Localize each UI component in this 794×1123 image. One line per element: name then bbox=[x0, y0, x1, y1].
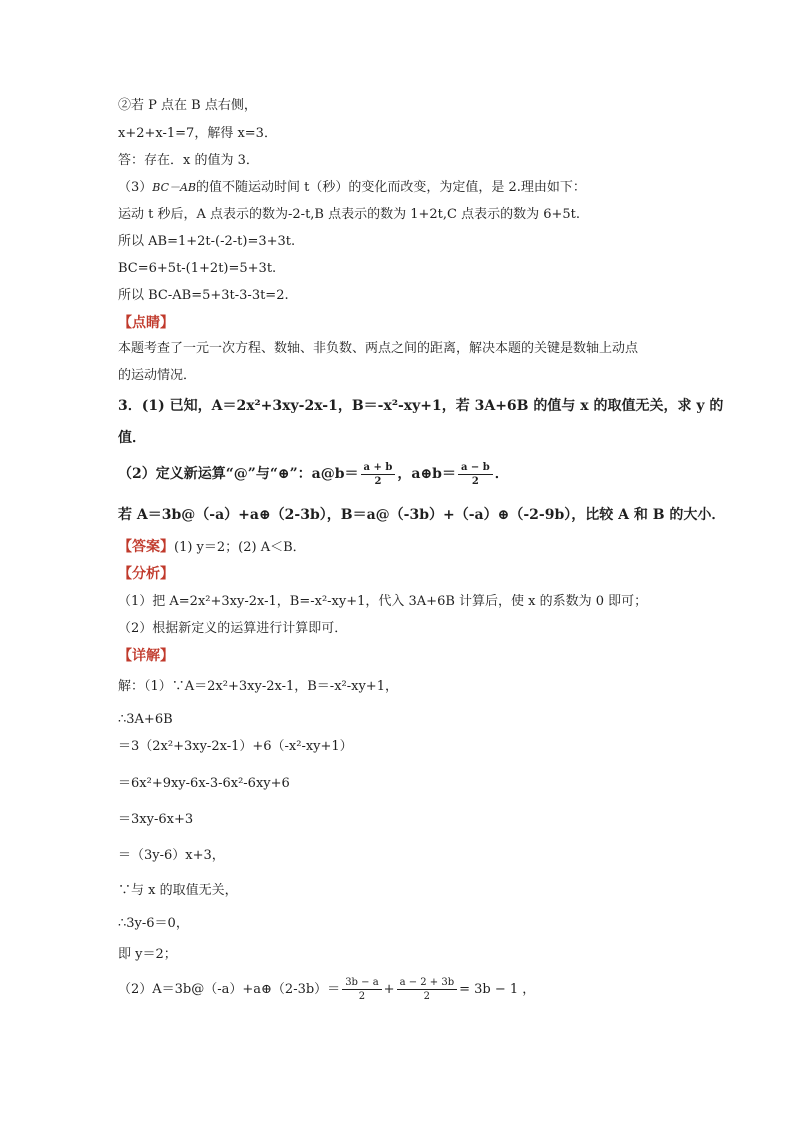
analysis-line-1: （1）把 A=2x²+3xy-2x-1，B=-x²-xy+1，代入 3A+6B 计算后，使 x 的系数为 0 即可； bbox=[118, 594, 648, 609]
solution-part-2-prefix: （2）A＝3b@（-a）+a⊕（2-3b）＝ bbox=[118, 982, 341, 997]
definition-end: ． bbox=[494, 466, 509, 482]
question-3-part-1: 3．(1) 已知，A＝2x²+3xy-2x-1，B＝-x²-xy+1，若 3A+6B 的值与 x 的取值无关，求 y 的 bbox=[118, 398, 724, 414]
definition-prefix: （2）定义新运算“@”与“⊕”：a@b＝ bbox=[118, 466, 359, 482]
solution-line-8: ∴3y-6＝0， bbox=[118, 916, 189, 931]
solution-line-9: 即 y＝2； bbox=[118, 947, 177, 962]
line-case-2: ②若 P 点在 B 点右侧， bbox=[118, 98, 257, 113]
answer-line bbox=[118, 537, 306, 558]
question-3-part-2-definition bbox=[118, 457, 509, 491]
analysis-line-2: （2）根据新定义的运算进行计算即可． bbox=[118, 621, 348, 636]
line-comment-1: 本题考查了一元一次方程、数轴、非负数、两点之间的距离，解决本题的关键是数轴上动点 bbox=[118, 341, 639, 356]
section-tag-analysis: 【分析】 bbox=[118, 566, 174, 582]
section-tag-answer: 【答案】 bbox=[118, 539, 174, 555]
solution-line-1: 解：（1）∵A＝2x²+3xy-2x-1，B＝-x²-xy+1， bbox=[118, 679, 398, 694]
line-answer-exists: 答：存在．x 的值为 3． bbox=[118, 153, 259, 168]
line-bc: BC=6+5t-(1+2t)=5+3t. bbox=[118, 261, 277, 276]
fraction-a-minus-2-plus-3b: $\frac{a - 2 + 3b}{2}$ bbox=[397, 976, 458, 1003]
fraction-3b-minus-a: $\frac{3b - a}{2}$ bbox=[342, 976, 381, 1003]
part-3-label: （3） bbox=[118, 180, 153, 195]
solution-line-4: ＝6x²+9xy-6x-3-6x²-6xy+6 bbox=[118, 776, 290, 791]
line-ab: 所以 AB=1+2t-(-2-t)=3+3t. bbox=[118, 234, 296, 249]
line-part-3 bbox=[118, 178, 586, 198]
fraction-a-minus-b: $\frac{a - b}{2}$ bbox=[458, 461, 493, 488]
section-tag-dianjing: 【点睛】 bbox=[118, 315, 174, 331]
line-bc-minus-ab: 所以 BC-AB=5+3t-3-3t=2. bbox=[118, 288, 289, 303]
definition-middle: ，a⊕b＝ bbox=[397, 466, 456, 482]
line-comment-2: 的运动情况． bbox=[118, 368, 197, 383]
solution-line-2: ∴3A+6B bbox=[118, 712, 173, 727]
fraction-a-plus-b: $\frac{a + b}{2}$ bbox=[361, 461, 396, 488]
section-tag-detail: 【详解】 bbox=[118, 648, 174, 664]
bc-minus-ab-expression: BC－AB bbox=[152, 181, 197, 194]
part-3-text: 的值不随运动时间 t（秒）的变化而改变，为定值，是 2.理由如下： bbox=[196, 180, 586, 195]
question-3-part-2-compare: 若 A＝3b@（-a）+a⊕（2-3b），B＝a@（-3b）+（-a）⊕（-2-9b），比较 A 和 B 的大小． bbox=[118, 507, 726, 523]
solution-part-2-result: = 3b − 1 ， bbox=[459, 982, 536, 997]
solution-line-5: ＝3xy-6x+3 bbox=[118, 812, 194, 827]
solution-line-10 bbox=[118, 973, 535, 1007]
solution-line-6: ＝（3y-6）x+3， bbox=[118, 848, 225, 863]
solution-line-3: ＝3（2x²+3xy-2x-1）+6（-x²-xy+1） bbox=[118, 739, 353, 754]
answer-text: (1) y＝2；(2) A＜B． bbox=[174, 540, 306, 555]
plus-sign: + bbox=[383, 982, 395, 997]
question-3-part-1-end: 值． bbox=[118, 430, 146, 446]
line-equation-case-2: x+2+x-1=7，解得 x=3． bbox=[118, 126, 277, 141]
line-positions-after-t: 运动 t 秒后，A 点表示的数为-2-t,B 点表示的数为 1+2t,C 点表示的数为 6+5t. bbox=[118, 207, 581, 222]
solution-line-7: ∵与 x 的取值无关， bbox=[118, 883, 238, 898]
